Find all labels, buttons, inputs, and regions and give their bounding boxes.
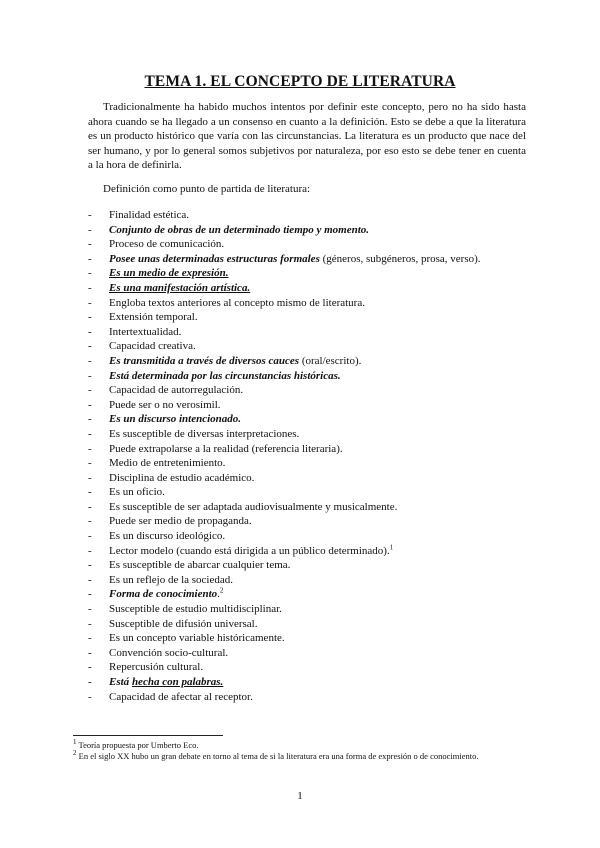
list-item-text: Engloba textos anteriores al concepto mismo de literatura.	[109, 296, 365, 309]
list-item	[88, 573, 538, 588]
list-item-text: Es susceptible de ser adaptada audiovisualmente y musicalmente.	[109, 500, 398, 513]
list-item	[88, 587, 538, 602]
bullet-dash: -	[88, 311, 92, 324]
list-item-text: Medio de entretenimiento.	[109, 457, 226, 470]
bullet-dash: -	[88, 209, 92, 221]
list-item	[88, 383, 538, 398]
list-item-text-bold: Está	[109, 676, 132, 688]
list-item-text: .	[217, 588, 220, 601]
bullet-dash: -	[88, 238, 92, 251]
bullet-dash: -	[88, 340, 92, 353]
bullet-dash: -	[88, 223, 92, 236]
list-item	[88, 690, 538, 705]
list-item	[88, 266, 538, 281]
list-item-text: Es un reflejo de la sociedad.	[109, 573, 234, 586]
list-item-text: Es un concepto variable históricamente.	[109, 632, 285, 645]
bullet-dash: -	[88, 617, 92, 630]
list-item	[88, 369, 538, 384]
bullet-dash: -	[88, 676, 92, 688]
footnote-1	[73, 740, 527, 751]
bullet-dash: -	[88, 632, 92, 645]
list-item-text-bold: Es transmitida a través de diversos cauces	[109, 354, 300, 367]
bullet-dash: -	[88, 252, 92, 265]
bullet-dash: -	[88, 442, 92, 455]
list-item-text: Susceptible de estudio multidisciplinar.	[109, 603, 282, 616]
list-item	[88, 485, 538, 500]
list-item-text: Proceso de comunicación.	[109, 238, 225, 251]
definition-label: Definición como punto de partida de literatura:	[103, 183, 311, 195]
list-item	[88, 252, 538, 267]
footnote-text: En el siglo XX hubo un gran debate en torno al tema de si la literatura era una forma de expresión o de conocimiento.	[76, 751, 479, 761]
list-item	[88, 529, 538, 544]
list-item	[88, 223, 538, 238]
footnote-mark: 2	[73, 749, 77, 758]
list-item	[88, 558, 538, 573]
list-item	[88, 310, 538, 325]
list-item	[88, 544, 538, 559]
page-title: TEMA 1. EL CONCEPTO DE LITERATURA	[144, 73, 456, 90]
footnotes	[73, 740, 527, 762]
list-item	[88, 631, 538, 646]
list-item	[88, 514, 538, 529]
bullet-dash: -	[88, 354, 92, 367]
bullet-dash: -	[88, 530, 92, 543]
list-item-text: Lector modelo (cuando está dirigida a un público determinado).	[109, 544, 390, 557]
footnote-mark: 1	[73, 738, 77, 747]
footnote-ref-1[interactable]: 1	[389, 543, 394, 551]
bullet-dash: -	[88, 296, 92, 309]
bullet-dash: -	[88, 500, 92, 513]
list-item-text: Intertextualidad.	[109, 325, 182, 338]
list-item	[88, 208, 538, 223]
footnote-2	[73, 751, 527, 762]
list-item	[88, 675, 538, 690]
bullet-dash: -	[88, 690, 92, 703]
list-item-text: Es un medio de expresión.	[109, 267, 229, 280]
bullet-dash: -	[88, 413, 92, 426]
list-item	[88, 398, 538, 413]
list-item-text: Extensión temporal.	[109, 311, 198, 324]
list-item	[88, 456, 538, 471]
list-item	[88, 602, 538, 617]
footnote-text: Teoría propuesta por Umberto Eco.	[76, 740, 199, 750]
list-item	[88, 354, 538, 369]
list-item-text: Capacidad de afectar al receptor.	[109, 690, 253, 703]
bullet-dash: -	[88, 515, 92, 528]
list-item-text-bold: Posee unas determinadas estructuras formales	[109, 252, 320, 265]
list-item-text: Capacidad creativa.	[109, 340, 196, 353]
bullet-dash: -	[88, 267, 92, 280]
list-item	[88, 617, 538, 632]
list-item-text: Capacidad de autorregulación.	[109, 384, 244, 397]
page-number: 1	[297, 790, 303, 802]
bullet-dash: -	[88, 325, 92, 338]
list-item-text-bold: Forma de conocimiento	[109, 588, 218, 601]
list-item-text: Finalidad estética.	[109, 209, 190, 221]
bullet-dash: -	[88, 471, 92, 484]
list-item	[88, 412, 538, 427]
list-item-text: Susceptible de difusión universal.	[109, 617, 258, 630]
intro-paragraph: Tradicionalmente ha habido muchos intentos por definir este concepto, pero no ha sido hasta ahora cuando se ha llegado a un consenso en cuanto a la definición. Esto se debe a que la literatura es un producto histórico que varía con las circunstancias. La literatura es un producto que nace del ser humano, y por lo general somos subjetivos por naturaleza, por eso esto se debe tener en cuenta a la hora de definirla.	[88, 101, 526, 171]
list-item-text: Repercusión cultural.	[109, 661, 204, 674]
list-item-text: Puede extrapolarse a la realidad (referencia literaria).	[109, 442, 343, 455]
list-item-text: Conjunto de obras de un determinado tiempo y momento.	[109, 223, 370, 236]
list-item-text: (géneros, subgéneros, prosa, verso).	[319, 252, 481, 265]
list-item	[88, 296, 538, 311]
list-item	[88, 237, 538, 252]
list-item-text: Es susceptible de diversas interpretaciones.	[109, 427, 300, 440]
bullet-dash: -	[88, 369, 92, 382]
list-item-text: (oral/escrito).	[299, 354, 362, 367]
list-item-text: Es un discurso ideológico.	[109, 530, 226, 543]
bullet-dash: -	[88, 603, 92, 616]
list-item-text: Puede ser medio de propaganda.	[109, 515, 252, 528]
footnote-divider	[73, 735, 223, 736]
bullet-dash: -	[88, 588, 92, 601]
bullet-dash: -	[88, 573, 92, 586]
footnote-ref-2[interactable]: 2	[219, 586, 224, 595]
list-item-text: Puede ser o no verosímil.	[109, 398, 221, 411]
list-item	[88, 281, 538, 296]
list-item-text: Disciplina de estudio académico.	[109, 471, 255, 484]
list-item	[88, 646, 538, 661]
list-item-text: Es susceptible de abarcar cualquier tema.	[109, 559, 291, 572]
bullet-dash: -	[88, 544, 92, 557]
bullet-dash: -	[88, 486, 92, 499]
bullet-dash: -	[88, 281, 92, 294]
list-item	[88, 339, 538, 354]
bullet-dash: -	[88, 559, 92, 572]
list-item-text: Es una manifestación artística.	[109, 281, 251, 294]
list-item	[88, 660, 538, 675]
list-item-text: Está determinada por las circunstancias históricas.	[109, 369, 341, 382]
list-item	[88, 442, 538, 457]
bullet-dash: -	[88, 427, 92, 440]
bullet-dash: -	[88, 457, 92, 470]
list-item-text: Es un discurso intencionado.	[109, 413, 242, 426]
bullet-dash: -	[88, 384, 92, 397]
list-item-text-bold-underlined: hecha con palabras.	[131, 676, 224, 688]
bullet-dash: -	[88, 398, 92, 411]
list-item	[88, 471, 538, 486]
list-item	[88, 500, 538, 515]
list-item	[88, 325, 538, 340]
list-item-text: Convención socio-cultural.	[109, 646, 229, 659]
bullet-dash: -	[88, 661, 92, 674]
list-item-text: Es un oficio.	[109, 486, 165, 499]
definition-list	[88, 208, 538, 704]
bullet-dash: -	[88, 646, 92, 659]
list-item	[88, 427, 538, 442]
